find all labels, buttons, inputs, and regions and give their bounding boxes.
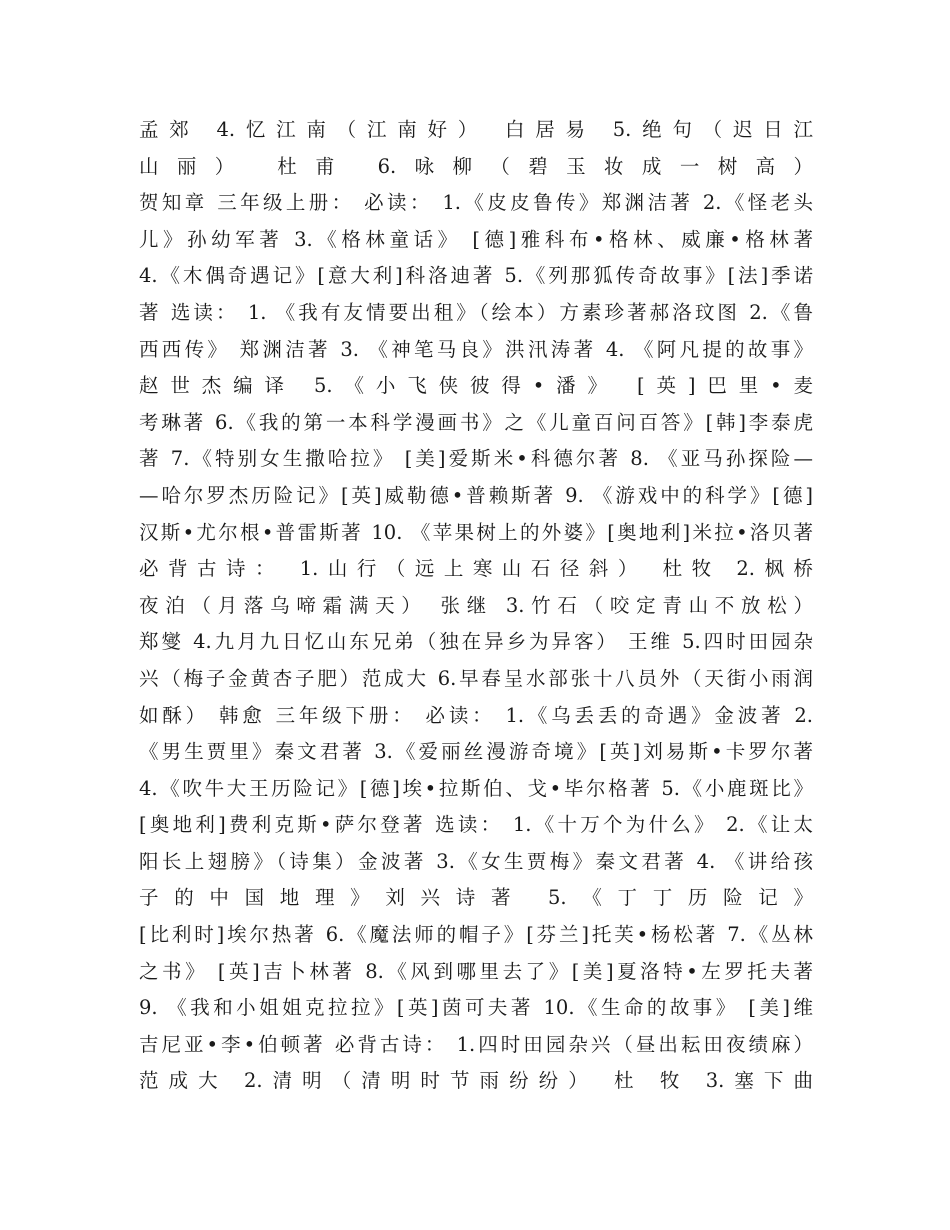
text-line: 著 7.《特别女生撒哈拉》 [美]爱斯米•科德尔著 8. 《亚马孙探险— <box>139 447 813 471</box>
text-line: 郑燮 4.九月九日忆山东兄弟（独在异乡为异客） 王维 5.四时田园杂 <box>139 630 813 654</box>
text-line: 兴（梅子金黄杏子肥）范成大 6.早春呈水部张十八员外（天街小雨润 <box>139 666 813 690</box>
text-line: 如酥） 韩愈 三年级下册： 必读： 1.《乌丢丢的奇遇》金波著 2. <box>139 703 813 727</box>
text-line: 夜泊（月落乌啼霜满天） 张继 3.竹石（咬定青山不放松） <box>139 593 813 617</box>
text-line: 贺知章 三年级上册： 必读： 1.《皮皮鲁传》郑渊洁著 2.《怪老头 <box>139 191 813 215</box>
text-line: 9. 《我和小姐姐克拉拉》[英]茵可夫著 10.《生命的故事》 [美]维 <box>139 996 813 1020</box>
text-line: 4.《木偶奇遇记》[意大利]科洛迪著 5.《列那狐传奇故事》[法]季诺 <box>139 264 813 288</box>
text-line: [比利时]埃尔热著 6.《魔法师的帽子》[芬兰]托芙•杨松著 7.《丛林 <box>139 923 813 947</box>
text-line: 著 选读： 1. 《我有友情要出租》（绘本）方素珍著郝洛玟图 2.《鲁 <box>139 300 813 324</box>
text-line: 阳长上翅膀》（诗集）金波著 3.《女生贾梅》秦文君著 4. 《讲给孩 <box>139 849 813 873</box>
text-line: 4.《吹牛大王历险记》[德]埃•拉斯伯、戈•毕尔格著 5.《小鹿斑比》 <box>139 776 813 800</box>
text-line: 必背古诗： 1.山行（远上寒山石径斜） 杜牧 2.枫桥 <box>139 557 813 581</box>
text-line: 吉尼亚•李•伯顿著 必背古诗： 1.四时田园杂兴（昼出耘田夜绩麻） <box>139 1032 813 1056</box>
text-line: 《男生贾里》秦文君著 3.《爱丽丝漫游奇境》[英]刘易斯•卡罗尔著 <box>139 740 813 764</box>
text-line: 汉斯•尤尔根•普雷斯著 10. 《苹果树上的外婆》[奥地利]米拉•洛贝著 <box>139 520 813 544</box>
text-line: —哈尔罗杰历险记》[英]威勒德•普赖斯著 9. 《游戏中的科学》[德] <box>139 483 813 507</box>
text-line: 范成大 2.清明（清明时节雨纷纷） 杜 牧 3.塞下曲 <box>139 1069 813 1093</box>
text-line: 西西传》 郑渊洁著 3. 《神笔马良》洪汛涛著 4. 《阿凡提的故事》 <box>139 337 813 361</box>
text-line: 山丽） 杜甫 6.咏柳（碧玉妆成一树高） <box>139 154 813 178</box>
text-line: [奥地利]费利克斯•萨尔登著 选读： 1.《十万个为什么》 2.《让太 <box>139 813 813 837</box>
document-body <box>139 112 813 1100</box>
text-line: 儿》孙幼军著 3.《格林童话》 [德]雅科布•格林、威廉•格林著 <box>139 227 813 251</box>
text-line: 子的中国地理》刘兴诗著 5.《丁丁历险记》 <box>139 886 813 910</box>
text-line: 孟郊 4.忆江南（江南好） 白居易 5.绝句（迟日江 <box>139 118 813 141</box>
text-line: 赵世杰编译 5.《小飞侠彼得•潘》 [英]巴里•麦 <box>139 374 813 398</box>
text-line: 之书》 [英]吉卜林著 8.《风到哪里去了》[美]夏洛特•左罗托夫著 <box>139 959 813 983</box>
text-line: 考琳著 6.《我的第一本科学漫画书》之《儿童百问百答》[韩]李泰虎 <box>139 410 813 434</box>
